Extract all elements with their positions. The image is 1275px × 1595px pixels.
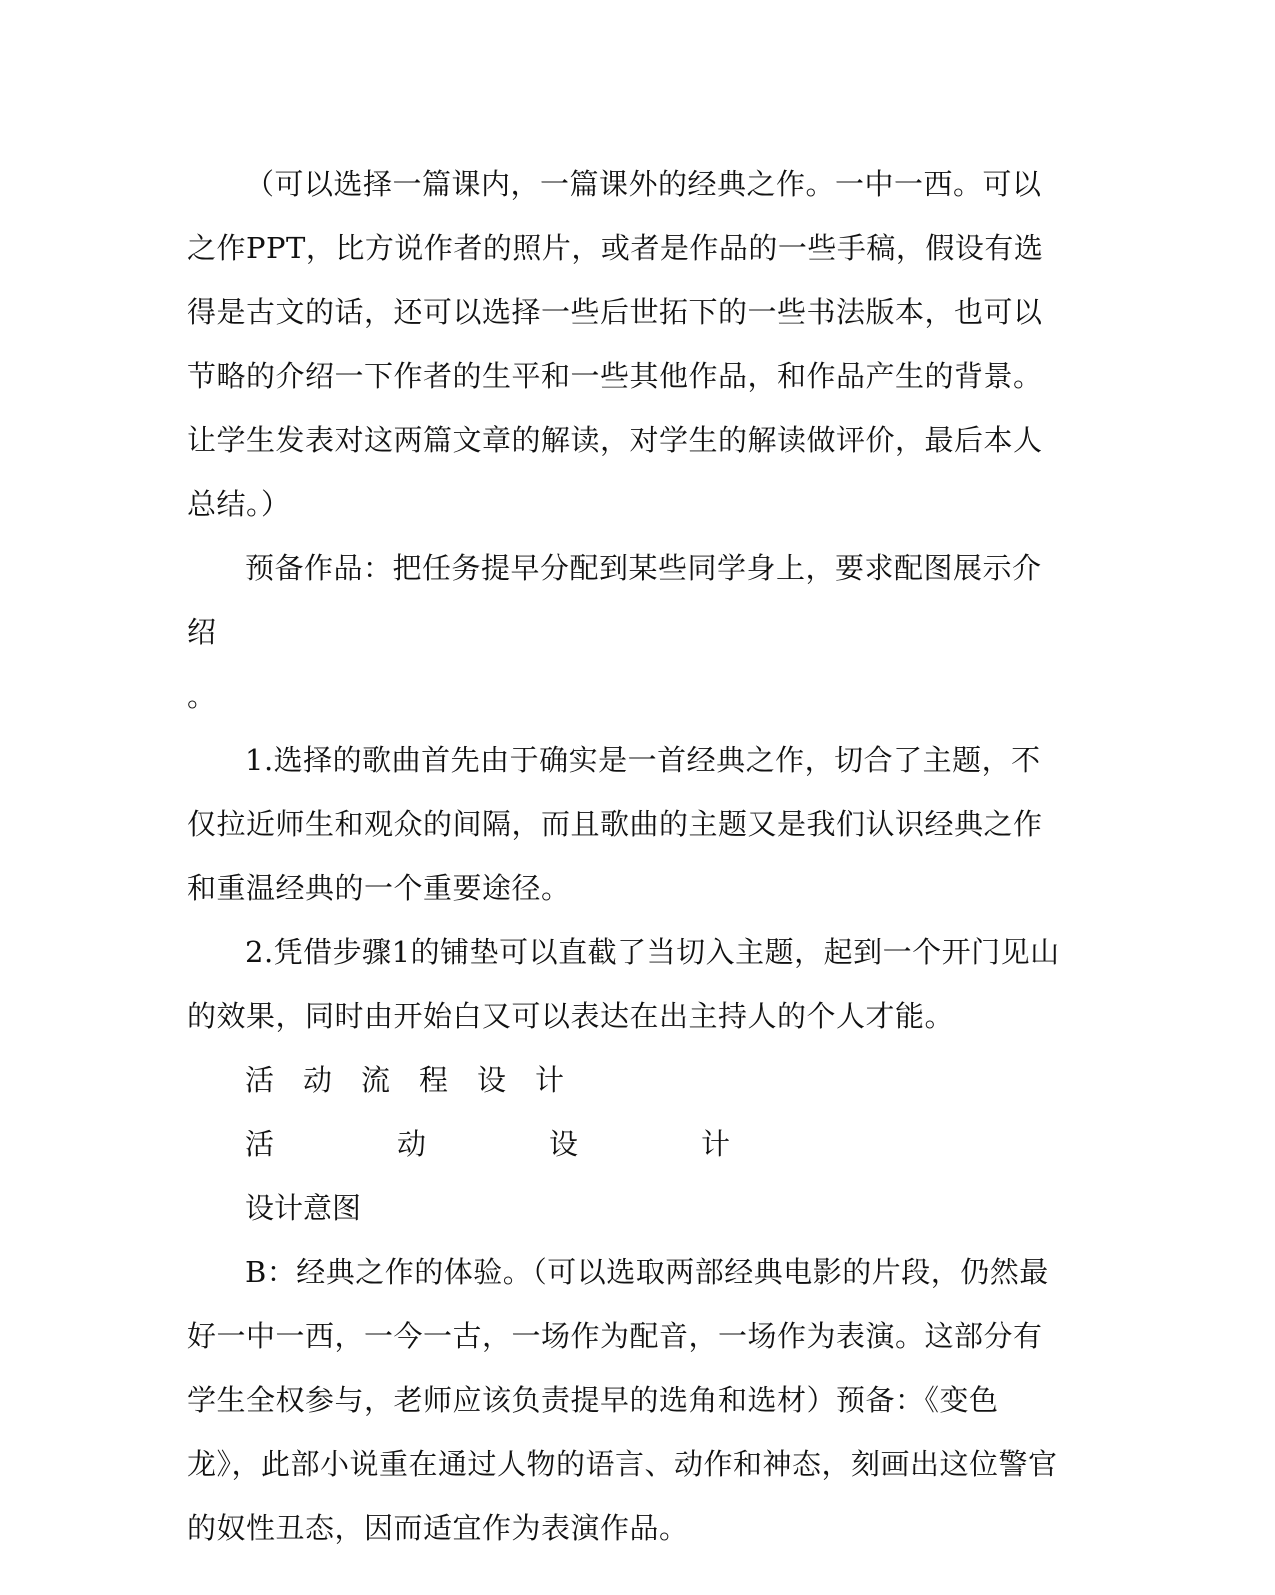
heading-char: 计 [535,1063,565,1097]
document-body [187,152,1067,1560]
paragraph-trailing-period: 。 [187,679,217,713]
heading-design-intent: 设计意图 [245,1191,362,1225]
heading-char: 活 [245,1127,275,1161]
heading-char: 动 [303,1063,333,1097]
heading-char: 计 [701,1127,731,1161]
heading-activity-flow-design [187,1048,1067,1112]
heading-char: 动 [397,1127,427,1161]
paragraph-step-2: 2.凭借步骤1的铺垫可以直截了当切入主题，起到一个开门见山的效果，同时由开始白又可以表达在出主持人的个人才能。 [187,935,1060,1033]
heading-char: 程 [419,1063,449,1097]
paragraph-step-1: 1.选择的歌曲首先由于确实是一首经典之作，切合了主题，不仅拉近师生和观众的间隔，而且歌曲的主题又是我们认识经典之作和重温经典的一个重要途径。 [187,743,1043,905]
paragraph-section-b: B：经典之作的体验。（可以选取两部经典电影的片段，仍然最好一中一西，一今一古，一场作为配音，一场作为表演。这部分有学生全权参与，老师应该负责提早的选角和选材）预备：《变色龙》，此部小说重在通过人物的语言、动作和神态，刻画出这位警官的奴性丑态，因而适宜作为表演作品。 [187,1255,1058,1545]
paragraph-prepare-works: 预备作品：把任务提早分配到某些同学身上，要求配图展示介绍 [187,551,1042,649]
heading-char: 流 [361,1063,391,1097]
paragraph-intro-note: （可以选择一篇课内，一篇课外的经典之作。一中一西。可以之作PPT，比方说作者的照片，或者是作品的一些手稿，假设有选得是古文的话，还可以选择一些后世拓下的一些书法版本，也可以节略的介绍一下作者的生平和一些其他作品，和作品产生的背景。让学生发表对这两篇文章的解读，对学生的解读做评价，最后本人总结。） [187,167,1044,521]
heading-activity-design [187,1112,1067,1176]
heading-char: 活 [245,1063,275,1097]
heading-char: 设 [477,1063,507,1097]
heading-char: 设 [549,1127,579,1161]
